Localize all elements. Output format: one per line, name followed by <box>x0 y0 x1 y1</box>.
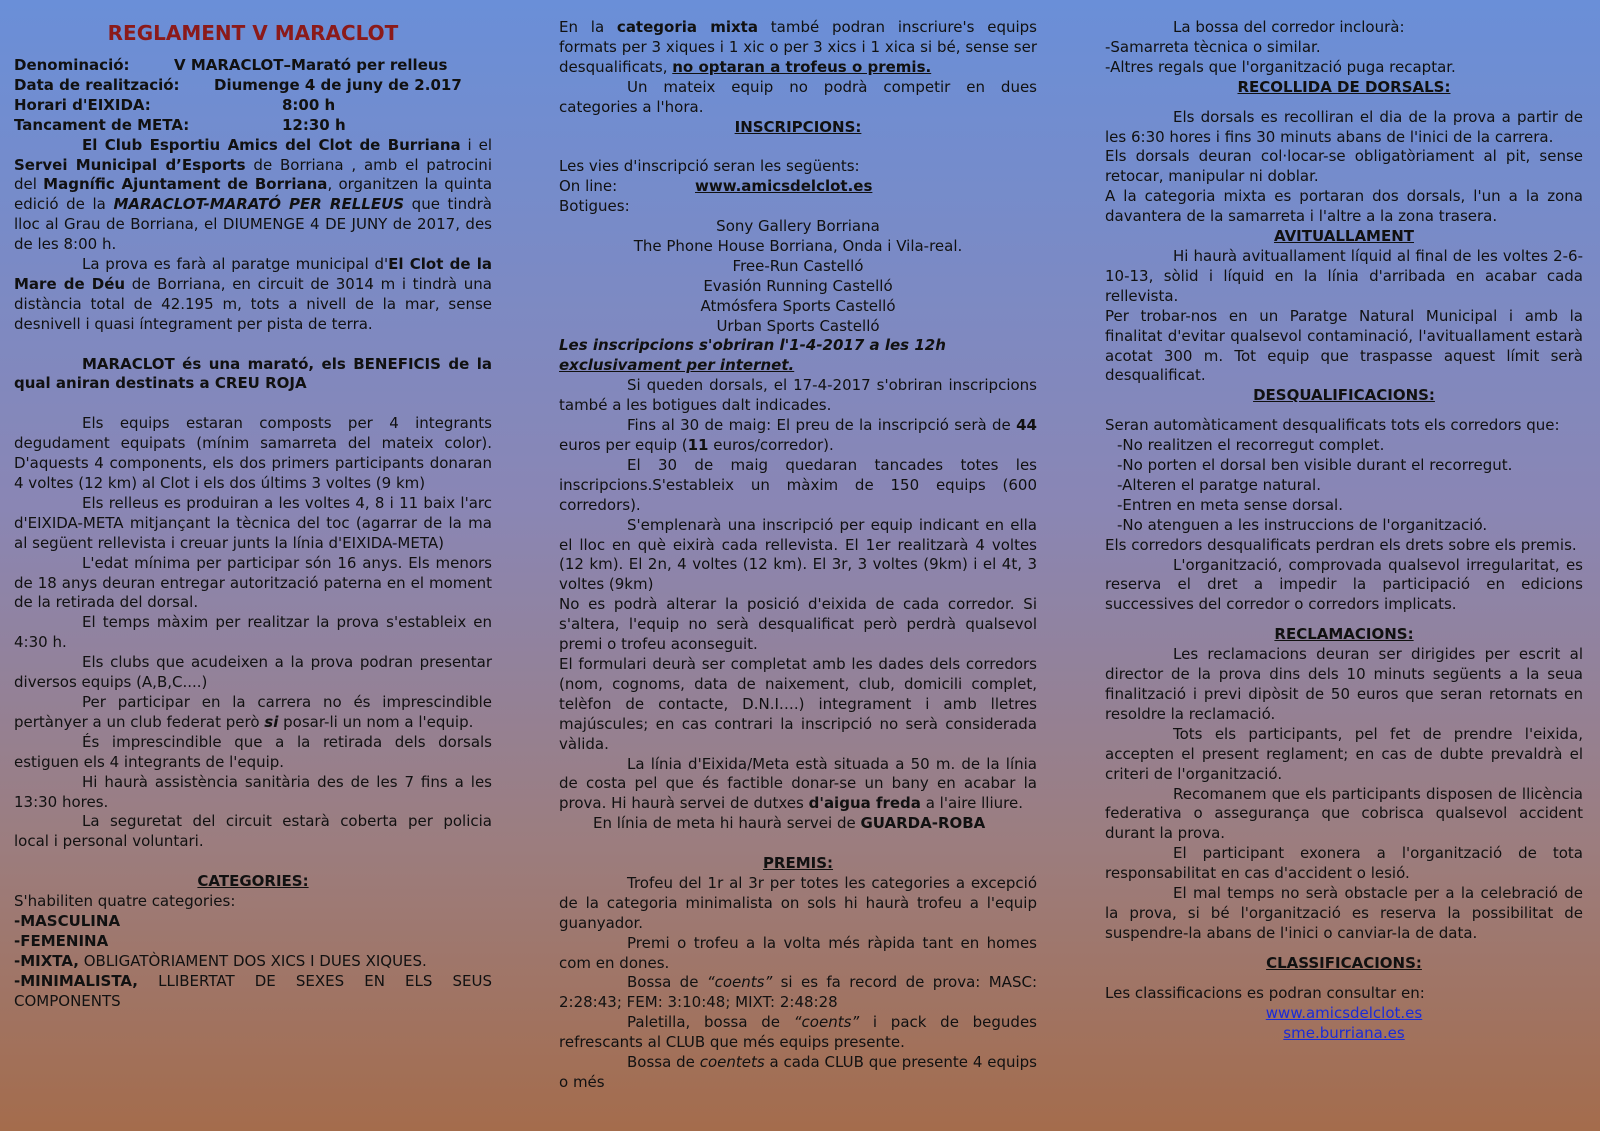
coentets-text: a cada CLUB que presente 4 equips o més <box>559 1053 1037 1091</box>
federat-paragraph <box>14 693 492 733</box>
aigua-freda: d'aigua freda <box>808 794 921 813</box>
alterar-paragraph: No es podrà alterar la posició d'eixida de cada corredor. Si s'altera, l'equip no serà desqualificat però perdrà qualsevol premi o trofeu aconseguit. <box>559 595 1037 654</box>
collocar-paragraph: Els dorsals deuran col·locar-se obligatòriament al pit, sense retocar, manipular ni doblar. <box>1105 147 1583 186</box>
mixta-emphasis: categoria mixta <box>616 18 758 36</box>
mixta-text: també podran inscriure's equips formats per 3 xiques i 1 xic o per 3 xics i 1 xica si bé, sense ser desqualificats, <box>559 18 1037 76</box>
reclamacions-paragraph-2: Tots els participants, pel fet de prendre l'eixida, accepten el present reglament; en cas de dubte prevaldrà el criteri de l'organització. <box>1105 724 1583 783</box>
irregularitat-paragraph: L'organització, comprovada qualsevol irregularitat, es reserva el dret a impedir la participació en edicions successives del corredor o corredors implicats. <box>1105 555 1583 614</box>
tancament-row <box>14 116 492 136</box>
linia-paragraph <box>559 755 1037 815</box>
preu-text: euros per equip ( <box>559 436 688 455</box>
premi-volta-paragraph: Premi o trofeu a la volta més ràpida tant en homes com en dones. <box>559 933 1037 972</box>
equips-paragraph: Els equips estaran composts per 4 integrants degudament equipats (mínim samarreta del mateix color). D'aquests 4 components, els dos primers participants donaran 4 voltes (12 km) al Clot i els dos últims 3 voltes (9 km) <box>14 414 492 492</box>
inscripcions-heading: INSCRIPCIONS: <box>734 117 862 136</box>
formulari-paragraph: El formulari deurà ser completat amb les dades dels corredors (nom, cognoms, data de naixement, club, domicili complet, telèfon de contacte, D.N.I….) integrament i amb lletres majúscules; en cas contrari la inscripció no serà considerada vàlida. <box>559 654 1037 753</box>
mixta-no-premis: no optaran a trofeus o premis. <box>672 57 932 76</box>
shop-item: Urban Sports Castelló <box>716 316 880 335</box>
obertura-text: Les inscripcions s'obriran l'1-4-2017 a les 12h <box>559 336 946 355</box>
category-masculina: -MASCULINA <box>14 911 121 930</box>
tancament-value: 12:30 h <box>282 115 346 134</box>
guarda-paragraph <box>559 814 1037 834</box>
paletilla-text: i pack de begudes refrescants al CLUB que més equips presente. <box>559 1013 1037 1052</box>
intro-paragraph <box>14 136 492 255</box>
classificacions-heading: CLASSIFICACIONS: <box>1266 953 1422 972</box>
reclamacions-paragraph-3: Recomanem que els participants disposen de llicència federativa o assegurança que cobrisca qualsevol accident durant la prova. <box>1105 784 1583 843</box>
data-value: Diumenge 4 de juny de 2.017 <box>214 75 462 94</box>
desqualificacions-heading: DESQUALIFICACIONS: <box>1253 386 1435 405</box>
bossa-text: Bossa de <box>627 973 707 992</box>
guarda-roba: GUARDA-ROBA <box>860 814 986 833</box>
mixta-paragraph <box>559 18 1037 78</box>
bossa-text: si es fa record de prova: MASC: 2:28:43; FEM: 3:10:48; MIXT: 2:48:28 <box>559 973 1037 1012</box>
coentets-text: Bossa de <box>627 1053 700 1072</box>
avituallament-paragraph-2: Per trobar-nos en un Paratge Natural Municipal i amb la finalitat d'evitar qualsevol contaminació, l'avituallament estarà acotat 300 m. Tot equip que traspasse aquest límit serà desqualificat. <box>1105 306 1583 385</box>
reclamacions-paragraph-1: Les reclamacions deuran ser dirigides per escrit al director de la prova dins dels 10 minuts següents a la seua finalització i previ dipòsit de 50 euros que seran retornats en resoldre la reclamació. <box>1105 645 1583 723</box>
samarreta-item: -Samarreta tècnica o similar. <box>1105 37 1321 56</box>
intro-text: , organitzen la quinta edició de la <box>14 175 493 214</box>
online-row <box>559 177 1037 197</box>
preu-text: Fins al 30 de maig: El preu de la inscripció serà de <box>627 416 1017 435</box>
preu-corredor: 11 <box>687 436 709 455</box>
intro-text: i el <box>460 135 492 154</box>
category-mixta-text: OBLIGATÒRIAMENT DOS XICS I DUES XIQUES. <box>78 951 427 970</box>
bossa-corredor-text: La bossa del corredor inclourà: <box>1173 18 1405 36</box>
classificacions-intro: Les classificacions es podran consultar en: <box>1105 983 1425 1002</box>
desqualificacio-item: -No atenguen a les instruccions de l'organització. <box>1117 515 1488 534</box>
denominacio-row <box>14 56 492 76</box>
vies-text: Les vies d'inscripció seran les següents: <box>559 157 860 176</box>
desqualificacio-item: -Entren en meta sense dorsal. <box>1117 495 1343 514</box>
obertura-internet: exclusivament per internet. <box>559 356 795 375</box>
shop-item: Sony Gallery Borriana <box>716 217 880 236</box>
coents-word: “coents” <box>706 973 773 992</box>
online-link[interactable]: www.amicsdelclot.es <box>695 177 873 196</box>
avituallament-heading: AVITUALLAMENT <box>1273 227 1415 246</box>
temps-paragraph: El temps màxim per realitzar la prova s'estableix en 4:30 h. <box>14 613 492 652</box>
shop-item: Atmósfera Sports Castelló <box>700 296 896 315</box>
event-name: MARACLOT-MARATÓ PER RELLEUS <box>113 195 405 214</box>
mateix-paragraph: Un mateix equip no podrà competir en dues categories a l'hora. <box>559 77 1037 116</box>
categories-heading: CATEGORIES: <box>197 872 309 891</box>
preu-equip: 44 <box>1016 416 1037 435</box>
emplenara-paragraph: S'emplenarà una inscripció per equip indicant en ella el lloc en què eixirà cada rellevista. El 1er realitzarà 4 voltes (12 km). El 2n, 4 voltes (12 km). El 3r, 3 voltes (9km) i el 4t, 3 voltes (9km) <box>559 515 1037 594</box>
column-2 <box>559 18 1037 1093</box>
category-mixta <box>14 952 492 972</box>
desqualificacio-item: -Alteren el paratge natural. <box>1117 475 1321 494</box>
intro-text: que tindrà lloc al Grau de Borriana, el DIUMENGE 4 DE JUNY de 2017, des de les 8:00 h. <box>14 195 492 254</box>
botigues-label: Botigues: <box>559 197 630 216</box>
guarda-text: En línia de meta hi haurà servei de <box>593 814 861 833</box>
horari-value: 8:00 h <box>282 95 336 114</box>
seguretat-paragraph: La seguretat del circuit estarà coberta per policia local i personal voluntari. <box>14 812 492 851</box>
linia-text: La línia d'Eixida/Meta està situada a 50 m. de la línia de costa pel que és factible donar-se un bany en acabar la prova. Hi haurà servei de dutxes <box>559 754 1037 813</box>
sme-burriana-link[interactable]: sme.burriana.es <box>1283 1023 1405 1042</box>
category-minimalista-label: -MINIMALISTA, <box>14 971 138 990</box>
tancades-paragraph: El 30 de maig quedaran tancades totes les inscripcions.S'estableix un màxim de 150 equips (600 corredors). <box>559 455 1037 514</box>
categories-intro: S'habiliten quatre categories: <box>14 892 236 911</box>
reclamacions-paragraph-4: El participant exonera a l'organització de tota responsabilitat en cas d'accident o lesió. <box>1105 844 1583 883</box>
denominacio-value: V MARACLOT–Marató per relleus <box>174 56 448 74</box>
paratge-text: La prova es farà al paratge municipal d' <box>82 255 389 274</box>
horari-label: Horari d'EIXIDA: <box>14 95 151 114</box>
trofeu-paragraph: Trofeu del 1r al 3r per totes les categories a excepció de la categoria minimalista on sols hi haurà trofeu a l'equip guanyador. <box>559 873 1037 932</box>
paletilla-text: Paletilla, bossa de <box>627 1013 794 1032</box>
avituallament-paragraph-1: Hi haurà avituallament líquid al final de les voltes 2-6-10-13, sòlid i líquid en la línia d'arribada en acabar cada rellevista. <box>1105 246 1583 305</box>
column-1 <box>14 18 492 1011</box>
desqualificacio-item: -No porten el dorsal ben visible durant el recorregut. <box>1117 456 1513 475</box>
category-minimalista <box>14 972 492 1012</box>
denominacio-label: Denominació: <box>14 56 130 74</box>
category-mixta-label: -MIXTA, <box>14 951 79 970</box>
online-label: On line: <box>559 177 618 196</box>
desq-drets-paragraph: Els corredors desqualificats perdran els drets sobre els premis. <box>1105 535 1577 554</box>
edat-paragraph: L'edat mínima per participar són 16 anys. Els menors de 18 anys deuran entregar autorització paterna en el moment de la retirada del dorsal. <box>14 553 492 612</box>
bossa-record-paragraph <box>559 973 1037 1013</box>
federat-emphasis: si <box>264 712 279 731</box>
federat-text: Per participar en la carrera no és imprescindible pertànyer a un club federat però <box>14 692 492 731</box>
paratge-paragraph <box>14 255 492 335</box>
federat-text: posar-li un nom a l'equip. <box>278 712 474 731</box>
shop-item: Free-Run Castelló <box>732 256 864 275</box>
shop-item: The Phone House Borriana, Onda i Vila-real. <box>633 236 963 255</box>
benefici-paragraph: MARACLOT és una marató, els BENEFICIS de la qual aniran destinats a CREU ROJA <box>14 354 492 393</box>
amicsdelclot-link[interactable]: www.amicsdelclot.es <box>1265 1003 1423 1022</box>
desqualificacions-intro: Seran automàticament desqualificats tots els corredors que: <box>1105 416 1560 435</box>
mixta-text: En la <box>559 18 617 36</box>
recollida-heading: RECOLLIDA DE DORSALS: <box>1237 77 1451 96</box>
queden-paragraph: Si queden dorsals, el 17-4-2017 s'obriran inscripcions també a les botigues dalt indicades. <box>559 376 1037 415</box>
classificacions-link-container <box>1105 1024 1583 1044</box>
intro-text: de Borriana , amb el patrocini del <box>14 155 492 194</box>
horari-row <box>14 96 492 116</box>
linia-text: a l'aire lliure. <box>920 794 1023 813</box>
dorsals-paragraph: És imprescindible que a la retirada dels dorsals estiguen els 4 integrants de l'equip. <box>14 732 492 771</box>
coents-word: “coents” <box>793 1013 860 1032</box>
relleus-paragraph: Els relleus es produiran a les voltes 4, 8 i 11 baix l'arc d'EIXIDA-META mitjançant la tècnica del toc (agarrar de la ma al següent rellevista i creuar junts la línia d'EIXIDA-META) <box>14 493 492 552</box>
reclamacions-paragraph-5: El mal temps no serà obstacle per a la celebració de la prova, si bé l'organització es reserva la possibilitat de suspendre-la abans de l'inici o canviar-la de data. <box>1105 884 1583 942</box>
data-row <box>14 76 492 96</box>
paletilla-paragraph <box>559 1013 1037 1053</box>
shop-item: Evasión Running Castelló <box>703 276 893 295</box>
paratge-place: El Clot de la Mare de Déu <box>14 255 493 293</box>
servei-name: Servei Municipal d’Esports <box>14 155 246 174</box>
desqualificacio-item: -No realitzen el recorregut complet. <box>1117 436 1385 455</box>
column-3 <box>1105 18 1583 1043</box>
preu-text: euros/corredor). <box>708 436 834 455</box>
mixta-dorsals-paragraph: A la categoria mixta es portaran dos dorsals, l'un a la zona davantera de la samarreta i l'altre a la zona trasera. <box>1105 187 1583 226</box>
document-title: REGLAMENT V MARACLOT <box>107 21 399 45</box>
recolliran-paragraph: Els dorsals es recolliran el dia de la prova a partir de les 6:30 hores i fins 30 minuts abans de l'inici de la carrera. <box>1105 107 1583 146</box>
sanitaria-paragraph: Hi haurà assistència sanitària des de les 7 fins a les 13:30 hores. <box>14 772 492 811</box>
regals-item: -Altres regals que l'organització puga recaptar. <box>1105 57 1456 76</box>
ajuntament-name: Magnífic Ajuntament de Borriana <box>43 175 328 194</box>
premis-heading: PREMIS: <box>762 854 834 873</box>
paratge-text: de Borriana, en circuit de 3014 m i tindrà una distància total de 42.195 m, tots a nivell de la mar, sense desnivell i quasi íntegrament per pista de terra. <box>14 274 492 333</box>
data-label: Data de realització: <box>14 75 180 94</box>
coentets-paragraph <box>559 1053 1037 1093</box>
coentets-word: coentets <box>699 1053 765 1072</box>
reclamacions-heading: RECLAMACIONS: <box>1274 625 1414 644</box>
category-femenina: -FEMENINA <box>14 931 109 950</box>
preu-paragraph <box>559 416 1037 456</box>
tancament-label: Tancament de META: <box>14 115 190 134</box>
classificacions-link-container <box>1105 1004 1583 1024</box>
clubs-paragraph: Els clubs que acudeixen a la prova podran presentar diversos equips (A,B,C....) <box>14 653 492 692</box>
category-minimalista-text: LLIBERTAT DE SEXES EN ELS SEUS COMPONENTS <box>14 971 492 1010</box>
club-name: El Club Esportiu Amics del Clot de Burriana <box>82 135 461 154</box>
